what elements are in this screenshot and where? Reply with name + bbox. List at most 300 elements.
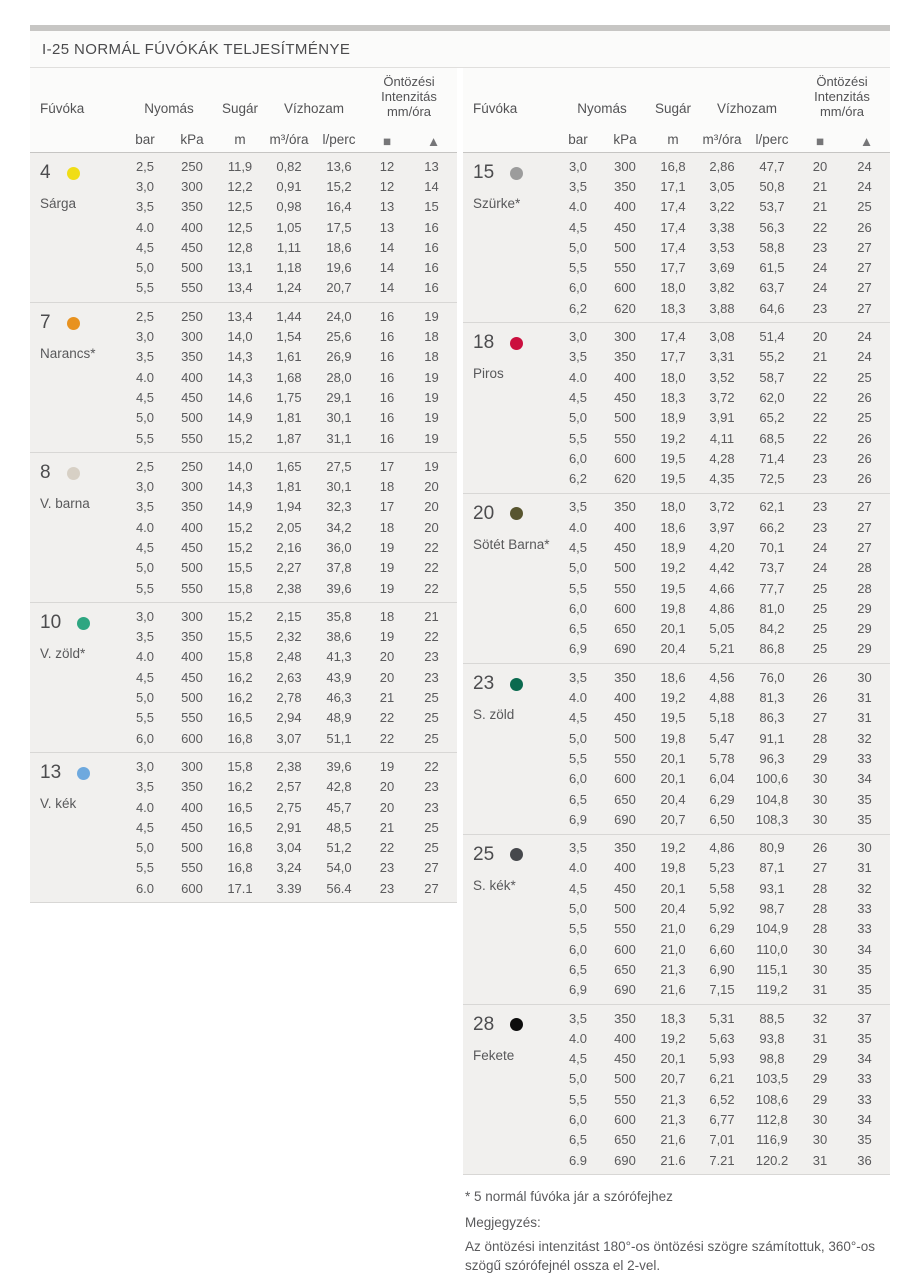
cell-intensity-triangle: 33	[857, 1091, 872, 1107]
cell-kpa: 350	[181, 779, 203, 795]
table-row	[555, 448, 890, 468]
cell-m3-per-hour: 5,31	[709, 1010, 735, 1026]
unit-m: m	[667, 132, 679, 147]
table-row	[122, 197, 457, 217]
cell-l-per-min: 100,6	[755, 771, 789, 787]
cell-kpa: 620	[614, 300, 636, 316]
cell-intensity-square: 28	[812, 880, 828, 896]
cell-bar: 5,0	[568, 730, 588, 746]
table-row	[555, 667, 890, 687]
cell-intensity-triangle: 25	[424, 840, 439, 856]
nozzle-number: 8	[40, 462, 51, 484]
cell-radius: 19,5	[660, 471, 686, 487]
cell-m3-per-hour: 1,05	[276, 219, 302, 235]
cell-l-per-min: 35,8	[326, 608, 352, 624]
cell-radius: 16,8	[227, 860, 253, 876]
cell-m3-per-hour: 3,97	[709, 519, 735, 535]
cell-intensity-triangle: 29	[857, 621, 872, 637]
cell-radius: 19,8	[660, 860, 686, 876]
cell-radius: 20,4	[660, 641, 686, 657]
col-header-intensity	[361, 74, 457, 119]
col-header-pressure: Nyomás	[577, 101, 627, 116]
cell-kpa: 600	[614, 771, 636, 787]
cell-kpa: 250	[181, 308, 203, 324]
table-row	[122, 558, 457, 578]
table-row	[122, 156, 457, 176]
cell-intensity-triangle: 22	[424, 758, 439, 774]
cell-kpa: 550	[614, 1091, 636, 1107]
cell-l-per-min: 110,0	[756, 941, 788, 957]
cell-m3-per-hour: 1,54	[276, 329, 302, 345]
cell-m3-per-hour: 4,20	[709, 539, 735, 555]
cell-m3-per-hour: 5,23	[709, 860, 735, 876]
cell-l-per-min: 84,2	[759, 621, 785, 637]
cell-bar: 4.0	[568, 369, 588, 385]
cell-m3-per-hour: 3,53	[709, 239, 735, 255]
cell-bar: 5,0	[135, 260, 155, 276]
table-row	[555, 278, 890, 298]
nozzle-info-cell	[463, 494, 555, 663]
table-row	[555, 347, 890, 367]
cell-bar: 6,0	[568, 280, 588, 296]
cell-l-per-min: 48,9	[326, 710, 352, 726]
cell-intensity-triangle: 19	[424, 430, 439, 446]
table-row	[555, 1109, 890, 1129]
cell-intensity-square: 30	[812, 791, 828, 807]
square-intensity-icon: ■	[382, 134, 392, 149]
cell-l-per-min: 103,5	[755, 1071, 789, 1087]
cell-radius: 19,5	[660, 710, 686, 726]
cell-intensity-square: 19	[379, 560, 395, 576]
cell-bar: 5,5	[135, 280, 155, 296]
table-row	[555, 619, 890, 639]
nozzle-id-row	[473, 332, 555, 354]
cell-bar: 2,5	[135, 158, 155, 174]
cell-radius: 19,2	[660, 840, 686, 856]
cell-l-per-min: 108,6	[755, 1091, 789, 1107]
cell-m3-per-hour: 6,90	[709, 961, 735, 977]
unit-m3-per-hour: m³/óra	[269, 132, 309, 147]
table-row	[122, 878, 457, 898]
cell-intensity-square: 24	[812, 260, 828, 276]
cell-l-per-min: 39,6	[326, 758, 352, 774]
cell-l-per-min: 20,7	[326, 280, 352, 296]
nozzle-section-18	[463, 322, 890, 492]
cell-intensity-triangle: 26	[857, 430, 872, 446]
table-row	[555, 387, 890, 407]
table-row	[122, 858, 457, 878]
table-row	[555, 878, 890, 898]
cell-kpa: 400	[614, 1030, 636, 1046]
cell-kpa: 500	[614, 730, 636, 746]
cell-intensity-square: 30	[812, 1112, 828, 1127]
cell-intensity-triangle: 20	[424, 499, 439, 515]
cell-intensity-triangle: 32	[857, 730, 872, 746]
cell-kpa: 300	[181, 178, 203, 194]
cell-kpa: 400	[181, 219, 203, 235]
table-row	[122, 428, 457, 448]
cell-m3-per-hour: 3,38	[709, 219, 735, 235]
footnotes	[463, 1175, 893, 1275]
cell-m3-per-hour: 4,66	[709, 580, 735, 596]
cell-bar: 5,5	[135, 430, 155, 446]
cell-bar: 3,5	[568, 1010, 588, 1026]
cell-kpa: 600	[614, 280, 636, 296]
cell-radius: 17.1	[227, 880, 253, 896]
cell-bar: 5,5	[568, 921, 588, 937]
nozzle-info-cell	[463, 1005, 555, 1174]
cell-intensity-square: 31	[812, 982, 828, 998]
cell-kpa: 500	[614, 560, 636, 576]
cell-kpa: 450	[614, 219, 636, 235]
cell-intensity-square: 12	[379, 158, 395, 174]
cell-l-per-min: 46,3	[326, 690, 352, 706]
cell-bar: 3,0	[135, 758, 155, 774]
cell-l-per-min: 96,3	[759, 750, 785, 766]
cell-l-per-min: 87,1	[759, 860, 785, 876]
unit-l-per-min: l/perc	[755, 132, 789, 147]
nozzle-info-cell	[30, 753, 122, 902]
cell-l-per-min: 15,2	[326, 178, 352, 194]
cell-radius: 17,4	[660, 329, 686, 345]
nozzle-id-row	[473, 503, 555, 525]
col-header-nozzle: Fúvóka	[40, 101, 85, 116]
table-row	[122, 306, 457, 326]
cell-kpa: 450	[181, 819, 203, 835]
table-row	[555, 517, 890, 537]
nozzle-name: V. kék	[40, 796, 77, 812]
cell-intensity-square: 14	[379, 260, 395, 276]
cell-l-per-min: 16,4	[326, 199, 352, 215]
cell-m3-per-hour: 4,42	[709, 560, 735, 576]
cell-intensity-square: 22	[812, 410, 828, 426]
cell-bar: 6.0	[135, 880, 155, 896]
table-row	[555, 558, 890, 578]
cell-intensity-triangle: 27	[857, 239, 872, 255]
cell-intensity-triangle: 34	[857, 941, 872, 957]
cell-radius: 20,1	[660, 621, 686, 637]
cell-bar: 6,5	[568, 1132, 588, 1148]
cell-kpa: 500	[181, 690, 203, 706]
cell-l-per-min: 86,8	[759, 641, 785, 657]
cell-radius: 11,9	[227, 158, 253, 174]
cell-intensity-triangle: 37	[857, 1010, 872, 1026]
cell-kpa: 300	[614, 329, 636, 345]
cell-intensity-triangle: 34	[857, 1051, 872, 1067]
cell-radius: 16,8	[227, 840, 253, 856]
cell-radius: 19,2	[660, 560, 686, 576]
nozzle-number: 7	[40, 312, 51, 334]
nozzle-section-8	[30, 452, 457, 602]
cell-bar: 4,5	[135, 539, 155, 555]
cell-intensity-triangle: 27	[857, 300, 872, 316]
cell-l-per-min: 25,6	[326, 329, 352, 345]
cell-intensity-square: 23	[379, 860, 395, 876]
cell-bar: 5,0	[568, 410, 588, 426]
cell-kpa: 620	[614, 471, 636, 487]
cell-intensity-triangle: 34	[857, 771, 872, 787]
cell-bar: 3,0	[135, 479, 155, 495]
cell-l-per-min: 61,5	[759, 260, 785, 276]
cell-intensity-triangle: 13	[424, 158, 439, 174]
cell-intensity-triangle: 25	[857, 369, 872, 385]
cell-m3-per-hour: 2,16	[276, 539, 302, 555]
cell-l-per-min: 81,3	[759, 690, 785, 706]
cell-bar: 5,0	[568, 901, 588, 917]
cell-intensity-square: 25	[812, 641, 828, 657]
cell-radius: 15,8	[227, 649, 253, 665]
cell-radius: 14,3	[227, 479, 253, 495]
cell-kpa: 690	[614, 641, 636, 657]
cell-radius: 20,1	[660, 880, 686, 896]
cell-kpa: 350	[181, 499, 203, 515]
cell-kpa: 690	[614, 1152, 636, 1168]
cell-intensity-square: 16	[379, 430, 395, 446]
cell-bar: 4.0	[135, 369, 155, 385]
table-row	[555, 769, 890, 789]
cell-radius: 16,5	[227, 710, 253, 726]
cell-intensity-square: 31	[812, 1152, 828, 1168]
table-row	[122, 347, 457, 367]
cell-intensity-square: 26	[812, 690, 828, 706]
cell-intensity-square: 23	[812, 450, 828, 466]
cell-radius: 19,2	[660, 430, 686, 446]
cell-l-per-min: 104,9	[755, 921, 789, 937]
table-row	[555, 497, 890, 517]
cell-intensity-triangle: 23	[424, 799, 439, 815]
cell-bar: 2,5	[135, 458, 155, 474]
cell-bar: 5,0	[135, 690, 155, 706]
table-row	[555, 687, 890, 707]
cell-intensity-square: 16	[379, 389, 395, 405]
cell-intensity-triangle: 22	[424, 580, 439, 596]
cell-bar: 6,0	[568, 450, 588, 466]
cell-l-per-min: 62,1	[759, 499, 785, 515]
cell-intensity-square: 12	[379, 178, 395, 194]
cell-m3-per-hour: 2,32	[276, 629, 302, 645]
cell-bar: 3,5	[135, 199, 155, 215]
cell-kpa: 400	[614, 369, 636, 385]
cell-bar: 5,5	[568, 1091, 588, 1107]
cell-intensity-square: 20	[379, 799, 395, 815]
cell-intensity-triangle: 27	[857, 519, 872, 535]
nozzle-section-25	[463, 834, 890, 1004]
cell-bar: 5,5	[135, 860, 155, 876]
cell-l-per-min: 73,7	[759, 560, 785, 576]
nozzle-id-row	[40, 462, 122, 484]
cell-l-per-min: 91,1	[759, 730, 785, 746]
cell-kpa: 350	[614, 499, 636, 515]
cell-intensity-triangle: 33	[857, 921, 872, 937]
cell-intensity-triangle: 27	[424, 880, 439, 896]
cell-bar: 3,0	[568, 329, 588, 345]
cell-kpa: 350	[614, 178, 636, 194]
footnote-note: Az öntözési intenzitást 180°-os öntözési szögre számítottuk, 360°-os szögű szórófejnél ossza el 2-vel.	[465, 1239, 876, 1274]
table-row	[122, 606, 457, 626]
cell-intensity-triangle: 25	[857, 199, 872, 215]
nozzle-id-row	[40, 612, 122, 634]
table-row	[555, 919, 890, 939]
cell-m3-per-hour: 2,27	[276, 560, 302, 576]
col-header-radius: Sugár	[221, 101, 259, 116]
cell-bar: 6,5	[568, 961, 588, 977]
cell-kpa: 600	[614, 450, 636, 466]
cell-kpa: 650	[614, 791, 636, 807]
cell-kpa: 400	[614, 860, 636, 876]
table-row	[555, 1048, 890, 1068]
cell-m3-per-hour: 3,22	[709, 199, 735, 215]
cell-bar: 3,5	[568, 669, 588, 685]
cell-bar: 5,0	[568, 1071, 588, 1087]
nozzle-number: 20	[473, 502, 495, 524]
cell-kpa: 550	[181, 580, 203, 596]
cell-intensity-square: 19	[379, 629, 395, 645]
cell-radius: 14,6	[227, 389, 253, 405]
cell-l-per-min: 28,0	[326, 369, 352, 385]
cell-l-per-min: 119,2	[756, 982, 788, 998]
cell-bar: 3,5	[135, 629, 155, 645]
cell-intensity-triangle: 22	[424, 629, 439, 645]
cell-intensity-square: 20	[379, 649, 395, 665]
cell-radius: 17,4	[660, 219, 686, 235]
cell-intensity-square: 22	[812, 389, 828, 405]
cell-bar: 6,9	[568, 811, 588, 827]
cell-bar: 4,5	[568, 219, 588, 235]
cell-m3-per-hour: 5,78	[709, 750, 735, 766]
cell-radius: 21,3	[660, 1091, 686, 1107]
cell-intensity-triangle: 22	[424, 539, 439, 555]
cell-l-per-min: 68,5	[759, 430, 785, 446]
cell-intensity-square: 18	[379, 519, 395, 535]
cell-intensity-triangle: 23	[424, 649, 439, 665]
table-row	[555, 176, 890, 196]
cell-bar: 4.0	[135, 799, 155, 815]
cell-m3-per-hour: 1,24	[276, 280, 302, 296]
cell-radius: 15,2	[227, 539, 253, 555]
cell-intensity-triangle: 32	[857, 880, 872, 896]
table-row	[555, 898, 890, 918]
nozzle-id-row	[40, 162, 122, 184]
cell-m3-per-hour: 3,07	[276, 730, 302, 746]
cell-radius: 16,8	[660, 158, 686, 174]
cell-intensity-square: 16	[379, 369, 395, 385]
cell-l-per-min: 18,6	[326, 239, 352, 255]
cell-bar: 5,5	[568, 260, 588, 276]
unit-kpa: kPa	[180, 132, 204, 147]
table-row	[122, 326, 457, 346]
cell-radius: 19,5	[660, 450, 686, 466]
cell-intensity-square: 16	[379, 349, 395, 365]
cell-bar: 4.0	[568, 519, 588, 535]
cell-m3-per-hour: 2,48	[276, 649, 302, 665]
cell-kpa: 500	[181, 260, 203, 276]
cell-l-per-min: 13,6	[326, 158, 352, 174]
cell-kpa: 600	[614, 1112, 636, 1127]
cell-l-per-min: 108,3	[755, 811, 789, 827]
nozzle-info-cell	[463, 323, 555, 492]
cell-m3-per-hour: 3,69	[709, 260, 735, 276]
cell-radius: 20,4	[660, 901, 686, 917]
cell-intensity-square: 21	[812, 199, 828, 215]
cell-l-per-min: 98,7	[759, 901, 785, 917]
cell-kpa: 400	[614, 199, 636, 215]
nozzle-name: V. zöld*	[40, 646, 86, 662]
nozzle-number: 28	[473, 1013, 495, 1035]
cell-radius: 18,3	[660, 300, 686, 316]
cell-radius: 12,5	[227, 219, 253, 235]
unit-m3-per-hour: m³/óra	[702, 132, 742, 147]
cell-intensity-triangle: 18	[424, 329, 439, 345]
cell-intensity-triangle: 19	[424, 458, 439, 474]
cell-intensity-square: 25	[812, 600, 828, 616]
intensity-header-line: mm/óra	[386, 104, 432, 119]
unit-bar: bar	[135, 132, 155, 147]
cell-intensity-triangle: 34	[857, 1112, 872, 1127]
nozzle-id-row	[473, 1014, 555, 1036]
cell-kpa: 550	[181, 430, 203, 446]
cell-intensity-triangle: 25	[424, 690, 439, 706]
table-row	[122, 708, 457, 728]
cell-intensity-square: 32	[812, 1010, 828, 1026]
cell-m3-per-hour: 3,31	[709, 349, 735, 365]
cell-intensity-triangle: 26	[857, 389, 872, 405]
cell-kpa: 450	[614, 539, 636, 555]
cell-m3-per-hour: 6,21	[709, 1071, 735, 1087]
cell-m3-per-hour: 4,28	[709, 450, 735, 466]
cell-l-per-min: 63,7	[759, 280, 785, 296]
cell-intensity-triangle: 35	[857, 791, 872, 807]
cell-l-per-min: 17,5	[326, 219, 352, 235]
table-row	[555, 789, 890, 809]
cell-l-per-min: 50,8	[759, 178, 785, 194]
nozzle-name: Piros	[473, 366, 504, 382]
cell-l-per-min: 51,2	[326, 840, 352, 856]
cell-bar: 4.0	[135, 219, 155, 235]
nozzle-color-dot-icon	[510, 1018, 523, 1031]
table-row	[555, 980, 890, 1000]
cell-kpa: 550	[181, 280, 203, 296]
cell-l-per-min: 104,8	[755, 791, 789, 807]
table-row	[555, 156, 890, 176]
cell-intensity-triangle: 21	[424, 608, 439, 624]
cell-radius: 13,1	[227, 260, 253, 276]
nozzle-section-13	[30, 752, 457, 903]
cell-intensity-triangle: 30	[857, 669, 872, 685]
cell-bar: 6,2	[568, 300, 588, 316]
cell-kpa: 250	[181, 458, 203, 474]
cell-bar: 5,0	[568, 239, 588, 255]
cell-m3-per-hour: 3,04	[276, 840, 302, 856]
cell-l-per-min: 88,5	[759, 1010, 785, 1026]
cell-l-per-min: 47,7	[759, 158, 785, 174]
cell-kpa: 350	[614, 1010, 636, 1026]
cell-kpa: 550	[614, 260, 636, 276]
cell-kpa: 450	[181, 239, 203, 255]
cell-intensity-square: 24	[812, 280, 828, 296]
cell-l-per-min: 45,7	[326, 799, 352, 815]
cell-m3-per-hour: 6,04	[709, 771, 735, 787]
cell-m3-per-hour: 1,11	[276, 239, 302, 255]
nozzle-section-15	[463, 152, 890, 322]
cell-intensity-triangle: 16	[424, 219, 439, 235]
cell-radius: 15,2	[227, 430, 253, 446]
cell-intensity-square: 19	[379, 758, 395, 774]
table-row	[555, 1069, 890, 1089]
cell-intensity-square: 20	[379, 669, 395, 685]
intensity-header-line: Intenzitás	[381, 89, 437, 104]
cell-radius: 16,2	[227, 690, 253, 706]
table-row	[555, 639, 890, 659]
